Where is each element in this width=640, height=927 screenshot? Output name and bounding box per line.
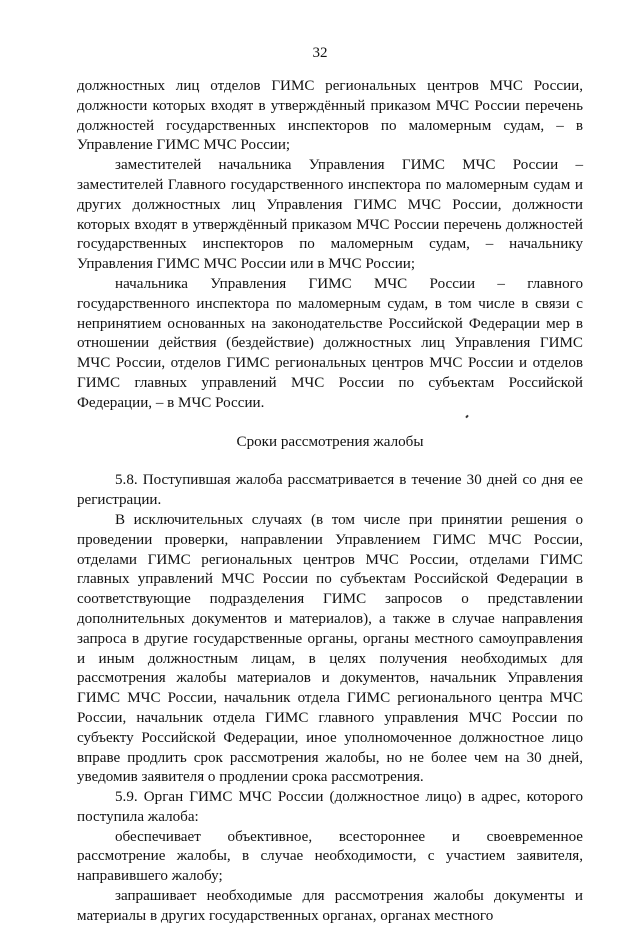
paragraph-deputy-heads: заместителей начальника Управления ГИМС МЧС России – заместителей Главного государственного инспектора по маломерным судам и других должностных лиц Управления ГИМС МЧС России, должности которых входят в утверждённый приказом МЧС России перечень должностей государственных инспекторов по маломерным судам, – начальнику Управления ГИМС МЧС России или в МЧС России; xyxy=(77,157,583,273)
paragraph-5-8: 5.8. Поступившая жалоба рассматривается в течение 30 дней со дня ее регистрации. xyxy=(77,472,583,509)
page-number: 32 xyxy=(312,45,328,61)
section-heading: Сроки рассмотрения жалобы xyxy=(236,433,424,450)
paragraph-head-of-department: начальника Управления ГИМС МЧС России – главного государственного инспектора по маломерным судам, в том числе в связи с непринятием основанных на законодательстве Российской Федерации мер в отношении действия (бездействие) должностных лиц Управления ГИМС МЧС России, отделов ГИМС региональных центров МЧС России и отделов ГИМС главных управлений МЧС России по субъектам Российской Федерации, – в МЧС России. xyxy=(77,275,583,411)
paragraph-exceptional-cases: В исключительных случаях (в том числе при принятии решения о проведении проверки, направлении Управлением ГИМС МЧС России, отделами ГИМС региональных центров МЧС России, отделами ГИМС главных управлений МЧС России по субъектам Российской Федерации в соответствующие подразделения ГИМС запросов о представлении дополнительных документов и материалов), а также в случае направления запроса в другие государственные органы, органы местного самоуправления и иным должностным лицам, в целях получения необходимых для рассмотрения жалобы материалов и документов, начальник Управления ГИМС МЧС России, начальник отдела ГИМС регионального центра МЧС России, начальник отдела ГИМС главного управления МЧС России по субъекту Российской Федерации, иное уполномоченное должностное лицо вправе продлить срок рассмотрения жалобы, но не более чем на 30 дней, уведомив заявителя о продлении срока рассмотрения. xyxy=(77,511,583,786)
paragraph-requests-documents: запрашивает необходимые для рассмотрения жалобы документы и материалы в других государственных органах, органах местного xyxy=(77,888,583,924)
paragraph-5-9: 5.9. Орган ГИМС МЧС России (должностное лицо) в адрес, которого поступила жалоба: xyxy=(77,789,583,825)
paragraph-ensures-review: обеспечивает объективное, всестороннее и своевременное рассмотрение жалобы, в случае необходимости, с участием заявителя, направившего жалобу; xyxy=(77,828,583,885)
document-body xyxy=(77,77,583,927)
paragraph-officials-regional-centers: должностных лиц отделов ГИМС региональных центров МЧС России, должности которых входят в утверждённый приказом МЧС России перечень должностей государственных инспекторов по маломерным судам, – в Управление ГИМС МЧС России; xyxy=(77,78,583,154)
